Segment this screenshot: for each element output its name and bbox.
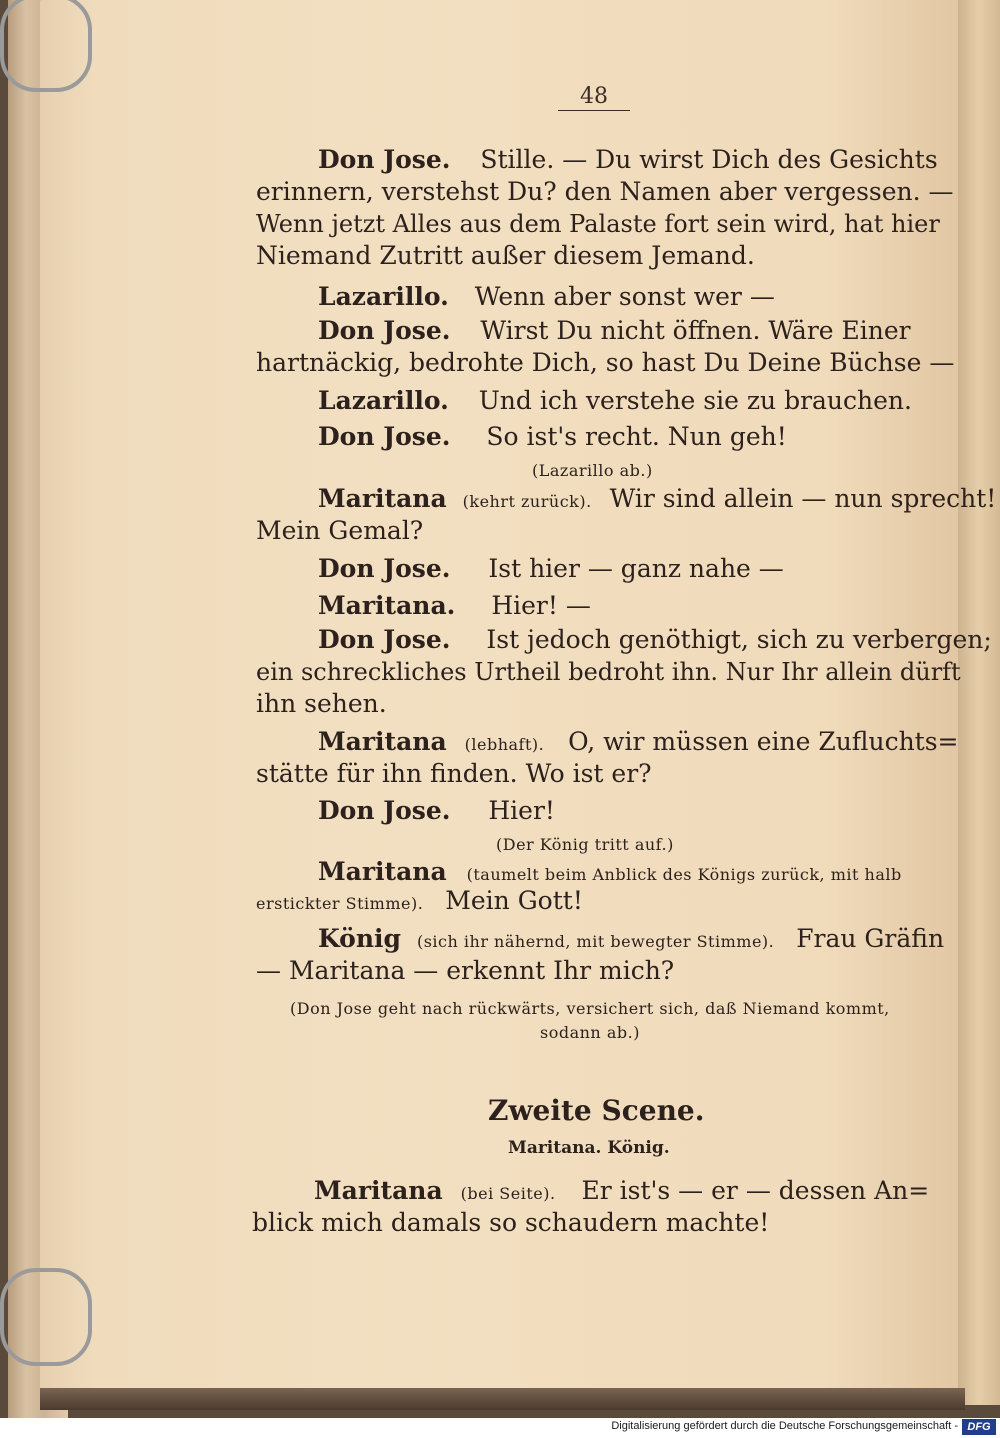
- text-line: [318, 484, 996, 517]
- speaker-name: König: [318, 924, 402, 953]
- stage-direction: (Der König tritt auf.): [496, 835, 674, 854]
- text-line: [256, 348, 954, 378]
- text-line: [256, 956, 674, 986]
- line-text: ein schreckliches Urtheil bedroht ihn. Nur Ihr allein dürft: [256, 658, 961, 686]
- text-line: [256, 657, 961, 687]
- text-line: [318, 924, 944, 957]
- adjacent-page: [958, 0, 1000, 1405]
- footer: [0, 1418, 1000, 1438]
- line-text: — Maritana — erkennt Ihr mich?: [256, 956, 675, 985]
- line-text: Mein Gemal?: [256, 516, 424, 545]
- stage-direction: (kehrt zurück).: [462, 492, 592, 511]
- speaker-name: Maritana.: [318, 591, 456, 620]
- line-text: Mein Gott!: [445, 886, 583, 915]
- speaker-name: Maritana: [318, 727, 447, 756]
- text-line: [256, 759, 652, 789]
- speaker-name: Lazarillo.: [318, 386, 449, 415]
- line-text: Er ist's — er — dessen An=: [581, 1176, 930, 1205]
- line-text: Wenn jetzt Alles aus dem Palaste fort sein wird, hat hier: [256, 210, 940, 238]
- text-line: [318, 625, 992, 655]
- speaker-name: Lazarillo.: [318, 282, 449, 311]
- stage-direction: (taumelt beim Anblick des Königs zurück, mit halb: [466, 865, 902, 884]
- text-line: [318, 145, 938, 175]
- line-text: So ist's recht. Nun geh!: [486, 422, 787, 451]
- line-text: Wir sind allein — nun sprecht!: [609, 484, 997, 513]
- line-text: Ist hier — ganz nahe —: [488, 554, 784, 583]
- line-text: Ist jedoch genöthigt, sich zu verbergen;: [486, 625, 992, 654]
- text-line: [318, 554, 784, 584]
- text-line: [256, 241, 755, 271]
- stage-direction: sodann ab.): [540, 1023, 640, 1042]
- stage-direction: (sich ihr nähernd, mit bewegter Stimme).: [416, 932, 775, 951]
- dfg-logo: DFG: [962, 1419, 996, 1435]
- text-line: [318, 422, 787, 452]
- line-text: erinnern, verstehst Du? den Namen aber vergessen. —: [256, 177, 954, 206]
- speaker-name: Don Jose.: [318, 145, 451, 174]
- text-line: [318, 727, 959, 760]
- speaker-name: Don Jose.: [318, 554, 451, 583]
- line-text: Und ich verstehe sie zu brauchen.: [478, 386, 912, 415]
- line-text: Stille. — Du wirst Dich des Gesichts: [480, 145, 938, 174]
- text-line: [318, 316, 911, 346]
- clip-bottom-icon: [0, 1268, 92, 1366]
- text-line: [318, 282, 775, 312]
- footer-credit: Digitalisierung gefördert durch die Deutsche Forschungsgemeinschaft -: [611, 1420, 958, 1432]
- text-line: [256, 886, 583, 919]
- line-text: O, wir müssen eine Zufluchts=: [568, 727, 959, 756]
- speaker-name: Maritana: [318, 484, 447, 513]
- line-text: Hier!: [488, 796, 555, 825]
- line-text: Frau Gräfin: [796, 924, 945, 953]
- speaker-name: Maritana: [318, 857, 447, 886]
- line-text: Niemand Zutritt außer diesem Jemand.: [256, 241, 755, 270]
- scene-cast: Maritana. König.: [508, 1138, 670, 1158]
- text-line: [318, 796, 555, 826]
- speaker-name: Don Jose.: [318, 796, 451, 825]
- stage-direction: erstickter Stimme).: [256, 894, 424, 913]
- page-bottom-shadow: [40, 1388, 965, 1410]
- text-line: [318, 386, 912, 416]
- text-line: [256, 209, 940, 239]
- stage-direction: (bei Seite).: [460, 1184, 556, 1203]
- line-text: Wenn aber sonst wer —: [474, 282, 775, 311]
- stage-direction: (lebhaft).: [464, 735, 545, 754]
- stage-direction: (Lazarillo ab.): [532, 461, 653, 480]
- speaker-name: Don Jose.: [318, 625, 451, 654]
- line-text: hartnäckig, bedrohte Dich, so hast Du Deine Büchse —: [256, 348, 955, 377]
- text-line: [256, 177, 954, 207]
- text-line: [318, 591, 591, 621]
- page-number: 48: [580, 84, 608, 109]
- scene-title: Zweite Scene.: [488, 1094, 705, 1127]
- line-text: stätte für ihn finden. Wo ist er?: [256, 759, 652, 788]
- text-line: [256, 516, 423, 546]
- page-number-rule: [558, 110, 630, 111]
- line-text: Wirst Du nicht öffnen. Wäre Einer: [480, 316, 911, 345]
- text-line: [252, 1208, 769, 1238]
- text-line: [256, 689, 387, 719]
- speaker-name: Don Jose.: [318, 422, 451, 451]
- clip-top-icon: [0, 0, 92, 92]
- text-line: [314, 1176, 929, 1209]
- line-text: Hier! —: [491, 591, 591, 620]
- speaker-name: Maritana: [314, 1176, 443, 1205]
- line-text: ihn sehen.: [256, 689, 387, 718]
- line-text: blick mich damals so schaudern machte!: [252, 1208, 770, 1237]
- stage-direction: (Don Jose geht nach rückwärts, versichert sich, daß Niemand kommt,: [290, 999, 890, 1018]
- speaker-name: Don Jose.: [318, 316, 451, 345]
